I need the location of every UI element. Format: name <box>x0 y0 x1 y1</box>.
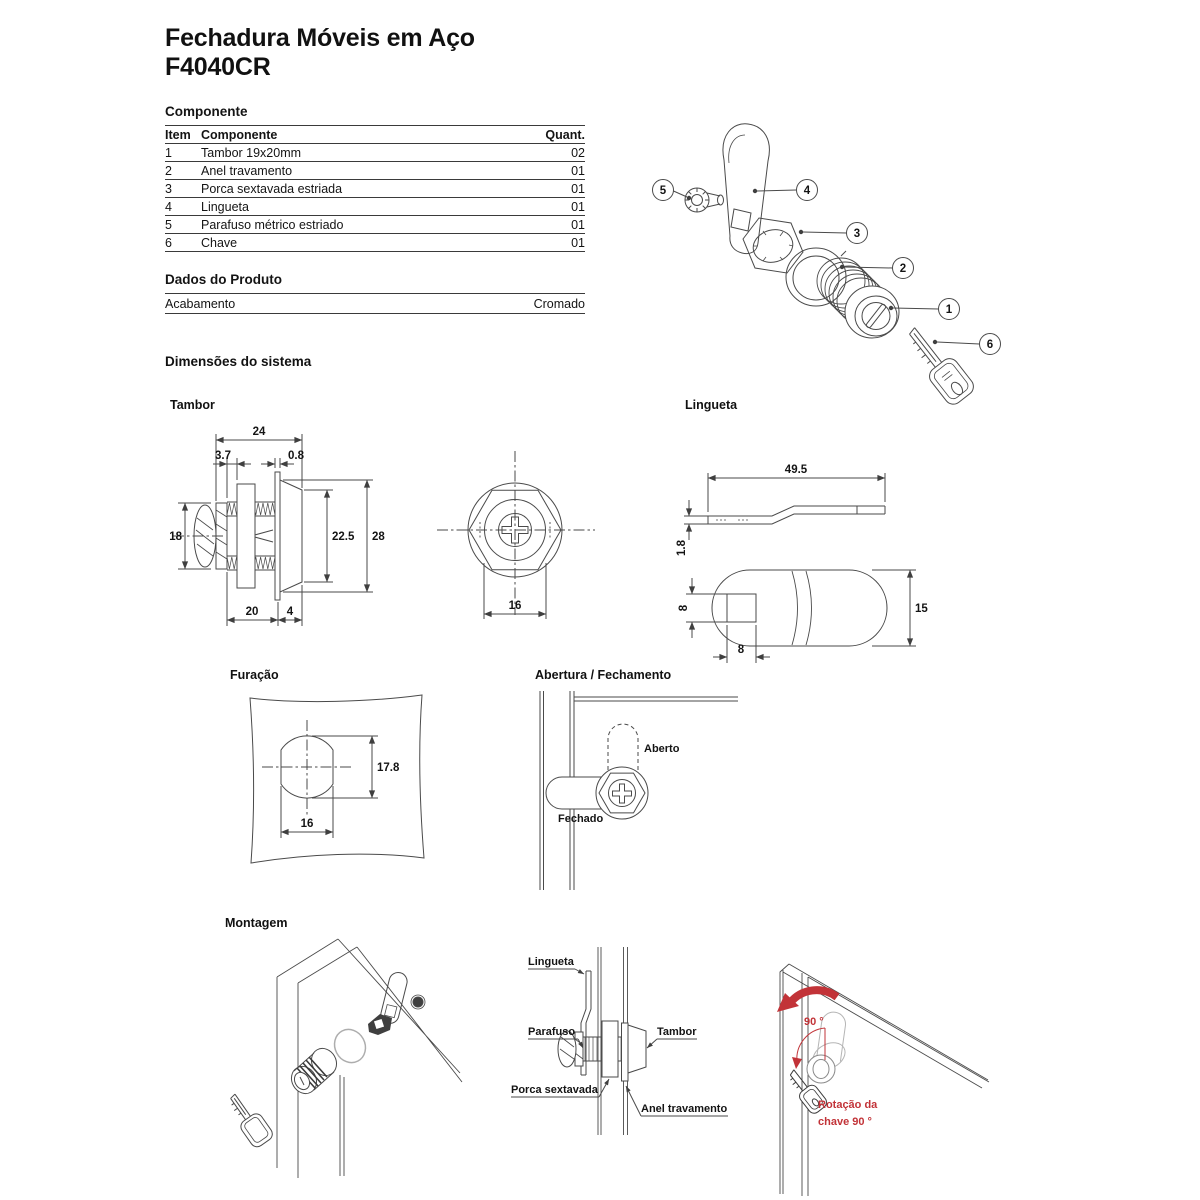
product-data-table <box>165 272 585 314</box>
cell-qty: 02 <box>571 145 585 160</box>
cabinet-outline <box>277 939 462 1178</box>
dim-total: 24 <box>252 426 266 438</box>
nut-illustration <box>368 1014 392 1035</box>
page-title <box>165 24 475 82</box>
col-qty: Quant. <box>545 127 585 142</box>
rotation-note-line2: chave 90 ° <box>818 1116 872 1128</box>
cell-item: 2 <box>165 163 172 178</box>
ring-illustration <box>329 1024 371 1068</box>
dim-flange: 28 <box>372 531 385 543</box>
page-title-line2: F4040CR <box>165 53 271 81</box>
item-balloon-6 <box>980 334 1001 355</box>
item-balloon-3 <box>847 223 868 244</box>
component-table-heading: Componente <box>165 104 248 119</box>
item-balloon-4 <box>797 180 818 201</box>
balloon-leaders <box>674 189 980 344</box>
dim-front: 4 <box>286 606 294 618</box>
dimensions-section-heading: Dimensões do sistema <box>165 354 312 369</box>
screw-part <box>685 188 724 212</box>
abertura-drawing <box>530 688 745 898</box>
item-balloon-2 <box>893 258 914 279</box>
dim-width: 15 <box>915 603 928 615</box>
label-tambor: Tambor <box>657 1026 697 1038</box>
item-balloon-5 <box>653 180 674 201</box>
hex-nut-part <box>743 218 803 273</box>
cell-name: Anel travamento <box>201 163 293 178</box>
cylinder-part <box>817 258 899 338</box>
table-row <box>165 234 585 252</box>
cell-name: Chave <box>201 235 238 250</box>
montagem-section-heading: Montagem <box>225 916 288 930</box>
col-item: Item <box>165 127 191 142</box>
tambor-side-view-drawing <box>165 418 455 643</box>
key-illustration <box>223 1089 275 1149</box>
open-state-label: Aberto <box>644 743 680 755</box>
cell-name: Porca sextavada estriada <box>201 181 343 196</box>
balloon-number: 2 <box>899 263 907 275</box>
abertura-drawing-label: Abertura / Fechamento <box>535 668 672 682</box>
closed-state-label: Fechado <box>558 813 604 825</box>
table-row <box>165 162 585 180</box>
lingueta-drawing <box>672 420 1002 665</box>
key-part <box>899 320 977 407</box>
table-row <box>165 216 585 234</box>
balloon-number: 5 <box>659 185 667 197</box>
furacao-drawing <box>230 688 445 873</box>
cell-qty: 01 <box>571 163 585 178</box>
cell-qty: 01 <box>571 235 585 250</box>
table-row <box>165 198 585 216</box>
item-balloon-1 <box>939 299 960 320</box>
cell-qty: 01 <box>571 181 585 196</box>
product-data-row <box>165 293 585 314</box>
balloon-number: 3 <box>853 228 861 240</box>
label-anel: Anel travamento <box>641 1103 728 1115</box>
tambor-front-view-drawing <box>435 445 600 645</box>
dim-neck: 3.7 <box>215 450 231 462</box>
montagem-rotation-illustration <box>775 948 1000 1200</box>
dim-length: 49.5 <box>784 464 808 476</box>
montagem-exploded-illustration <box>228 938 480 1200</box>
balloon-number: 6 <box>986 339 994 351</box>
cell-name: Lingueta <box>201 199 249 214</box>
exploded-view-drawing <box>645 105 1015 405</box>
tambor-drawing-label: Tambor <box>170 398 215 412</box>
cylinder-illustration <box>287 1044 342 1098</box>
lock-face <box>807 1055 835 1083</box>
col-component: Componente <box>201 127 278 142</box>
dim-thread: 20 <box>245 606 259 618</box>
dim-hole-width: 8 <box>737 644 745 656</box>
product-attribute: Acabamento <box>165 296 236 311</box>
furacao-drawing-label: Furação <box>230 668 279 682</box>
cell-qty: 01 <box>571 199 585 214</box>
dim-hole-width: 16 <box>300 818 314 830</box>
rotation-angle-label: 90 ° <box>804 1016 824 1028</box>
cell-item: 4 <box>165 199 172 214</box>
dim-thickness: 1.8 <box>676 540 688 556</box>
cell-item: 1 <box>165 145 172 160</box>
dim-hole-height: 17.8 <box>377 762 400 774</box>
component-table-header-row <box>165 125 585 144</box>
lingueta-drawing-label: Lingueta <box>685 398 738 412</box>
cell-name: Tambor 19x20mm <box>201 145 302 160</box>
dim-hole-height: 8 <box>678 604 690 612</box>
dim-face: 16 <box>508 600 522 612</box>
rotation-note-line1: Rotação da <box>818 1099 878 1111</box>
cell-item: 5 <box>165 217 172 232</box>
balloon-number: 1 <box>945 304 953 316</box>
montagem-cross-section <box>505 945 775 1180</box>
cell-name: Parafuso métrico estriado <box>201 217 344 232</box>
cell-item: 6 <box>165 235 172 250</box>
component-table <box>165 104 585 252</box>
cell-qty: 01 <box>571 217 585 232</box>
dim-head: 18 <box>169 531 182 543</box>
product-value: Cromado <box>533 296 585 311</box>
screw-illustration <box>411 995 425 1009</box>
cabinet-outline <box>780 964 989 1196</box>
label-porca: Porca sextavada <box>511 1084 598 1096</box>
product-data-heading: Dados do Produto <box>165 272 282 287</box>
label-parafuso: Parafuso <box>528 1026 576 1038</box>
page-title-line1: Fechadura Móveis em Aço <box>165 24 475 52</box>
dim-body: 22.5 <box>332 531 355 543</box>
dim-plate: 0.8 <box>288 450 304 462</box>
table-row <box>165 144 585 162</box>
balloon-number: 4 <box>803 185 811 197</box>
label-lingueta: Lingueta <box>528 956 574 968</box>
table-row <box>165 180 585 198</box>
cell-item: 3 <box>165 181 172 196</box>
